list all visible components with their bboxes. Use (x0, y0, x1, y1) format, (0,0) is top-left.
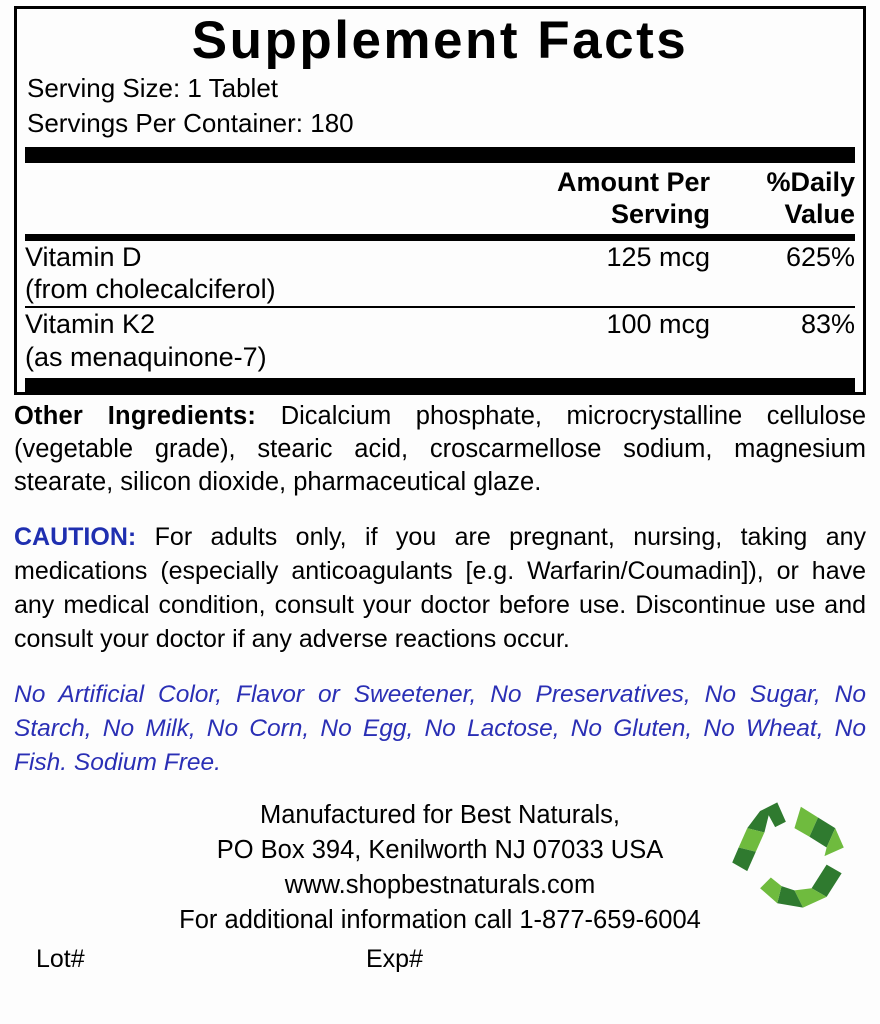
divider-medium (25, 234, 855, 241)
manufacturer-line-2: PO Box 394, Kenilworth NJ 07033 USA (216, 835, 664, 864)
nutrient-rows (25, 241, 855, 307)
table-header-row-2 (25, 199, 855, 231)
other-ingredients (14, 400, 866, 498)
caution-block (14, 520, 866, 656)
nutrient-dv-1: 83% (800, 309, 855, 340)
website-url[interactable]: www.shopbestnaturals.com (284, 870, 596, 899)
manufacturer-line-1: Manufactured for Best Naturals, (259, 800, 620, 829)
nutrient-name-0: Vitamin D (25, 241, 142, 272)
free-from-claims: No Artificial Color, Flavor or Sweetener, No Preservatives, No Sugar, No Starch, No Milk, No Corn, No Egg, No Lactose, No Gluten, No Wheat, No Fish. Sodium Free. (14, 681, 866, 776)
caution-text: For adults only, if you are pregnant, nursing, taking any medications (especially anticoagulants [e.g. Warfarin/Coumadin]), or have any medical condition, consult your doctor before use. Discontinue use and consult your doctor if any adverse reactions occur. (14, 523, 867, 654)
exp-label: Exp# (366, 945, 423, 974)
lot-label: Lot# (36, 945, 85, 974)
caution-label: CAUTION: (14, 523, 137, 552)
header-dv-line2: Value (784, 198, 855, 229)
nutrient-amount-1: 100 mcg (606, 309, 710, 340)
divider-thick-top (25, 147, 855, 163)
recycle-icon (722, 796, 854, 914)
serving-size: Serving Size: 1 Tablet (27, 72, 278, 103)
table-row (25, 308, 855, 341)
servings-per-container: Servings Per Container: 180 (27, 107, 354, 138)
panel-title: Supplement Facts (191, 11, 689, 70)
header-dv-line1: %Daily (766, 166, 855, 197)
divider-thick-bottom (25, 378, 855, 392)
lot-exp-row (14, 942, 866, 977)
supplement-facts-panel (14, 6, 866, 395)
nutrient-rows-2 (25, 308, 855, 374)
nutrient-sub-0: (from cholecalciferol) (25, 274, 276, 305)
header-amount-line1: Amount Per (556, 166, 710, 197)
header-name (25, 167, 495, 199)
nutrition-table (25, 167, 855, 231)
contact-phone-line: For additional information call 1-877-659-6004 (179, 906, 701, 935)
table-row (25, 241, 855, 274)
other-ingredients-text: Dicalcium phosphate, microcrystalline cellulose (vegetable grade), stearic acid, croscarmellose sodium, magnesium stearate, silicon dioxide, pharmaceutical glaze. (14, 402, 867, 496)
nutrient-amount-0: 125 mcg (606, 241, 710, 272)
manufacturer-block (14, 798, 866, 977)
header-amount-line2: Serving (610, 198, 710, 229)
nutrient-sub-1: (as menaquinone-7) (25, 342, 267, 373)
table-row-sub (25, 273, 855, 306)
nutrient-dv-0: 625% (785, 241, 855, 272)
table-header-row (25, 167, 855, 199)
nutrient-name-1: Vitamin K2 (25, 309, 156, 340)
table-row-sub (25, 341, 855, 374)
other-ingredients-label: Other Ingredients: (14, 402, 257, 431)
